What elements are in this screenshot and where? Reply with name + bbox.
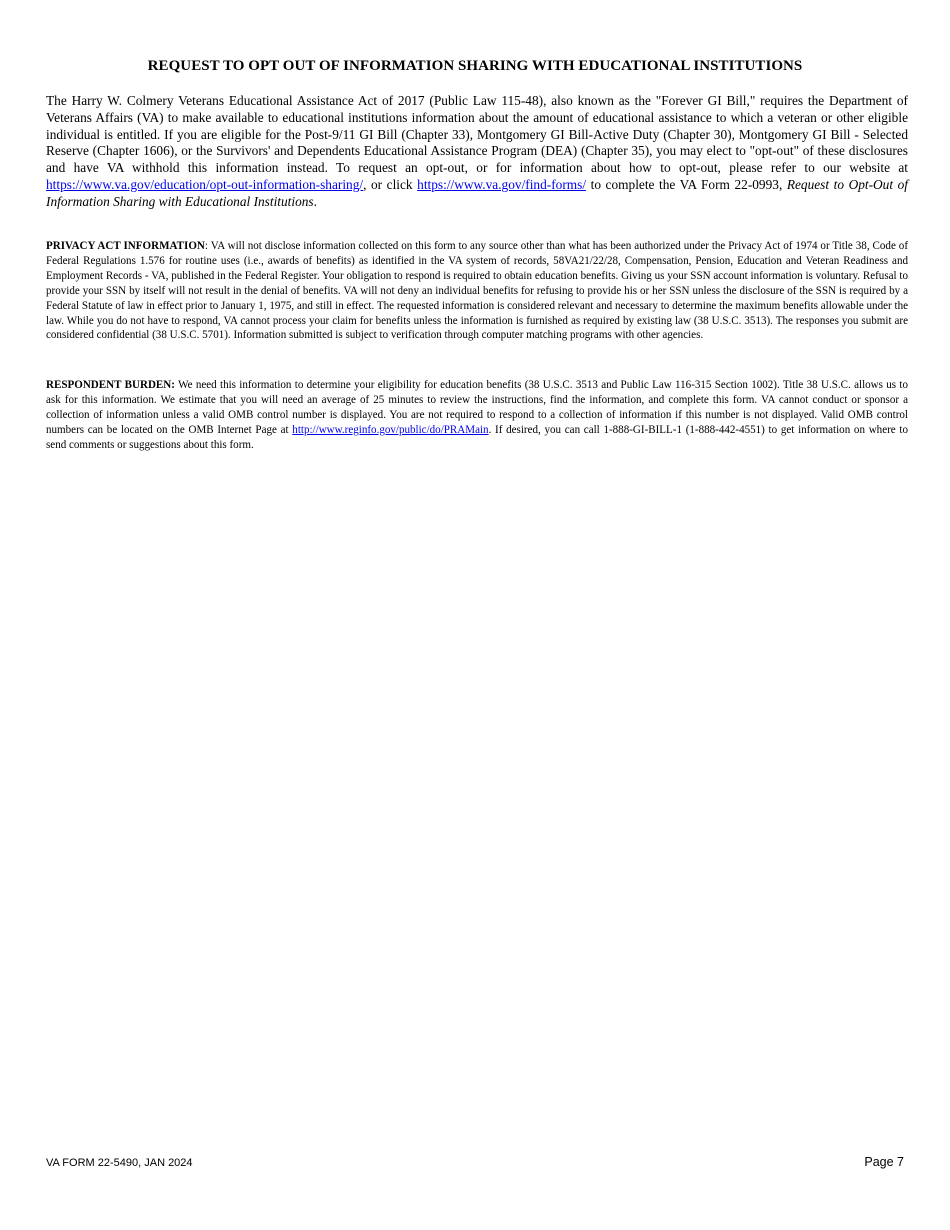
form-title-reference: Request to Opt-Out of Information Sharing with Educational Institutions xyxy=(46,176,908,209)
respondent-burden-paragraph xyxy=(46,378,908,453)
intro-text: to complete the VA Form 22-0993, xyxy=(586,176,787,192)
privacy-act-heading: PRIVACY ACT INFORMATION xyxy=(46,240,205,252)
opt-out-info-link[interactable]: https://www.va.gov/education/opt-out-information-sharing/ xyxy=(46,176,364,192)
intro-text: , or click xyxy=(363,176,418,192)
find-forms-link[interactable]: https://www.va.gov/find-forms/ xyxy=(417,176,587,192)
respondent-burden-text: We need this information to determine your eligibility for education benefits (38 U.S.C. 3513 and Public Law 116-315 Section 1002). Title 38 U.S.C. allows us to ask for this information. We estimate that you will need an average of 25 minutes to review the instructions, find the information, and complete this form. VA cannot conduct or sponsor a collection of information unless a valid OMB control number is displayed. You are not required to respond to a collection of information if this number is not displayed. Valid OMB control numbers can be located on the OMB Internet Page at xyxy=(46,379,909,436)
omb-pra-link[interactable]: http://www.reginfo.gov/public/do/PRAMain xyxy=(292,423,489,436)
intro-text: . xyxy=(313,193,317,209)
page-title: REQUEST TO OPT OUT OF INFORMATION SHARING WITH EDUCATIONAL INSTITUTIONS xyxy=(147,58,803,74)
respondent-burden-heading: RESPONDENT BURDEN: xyxy=(46,379,175,391)
privacy-act-text: : VA will not disclose information collected on this form to any source other than what has been authorized under the Privacy Act of 1974 or Title 38, Code of Federal Regulations 1.576 for routine uses (i.e., awards of benefits) as identified in the VA system of records, 58VA21/22/28, Compensation, Pension, Education and Veteran Readiness and Employment Records - VA, published in the Federal Register. Your obligation to respond is required to obtain education benefits. Giving us your SSN account information is voluntary. Refusal to provide your SSN by itself will not result in the denial of benefits. VA will not deny an individual benefits for refusing to provide his or her SSN unless the disclosure of the SSN is required by a Federal Statute of law in effect prior to January 1, 1975, and still in effect. The requested information is considered relevant and necessary to determine the maximum benefits allowable under the law. While you do not have to respond, VA cannot process your claim for benefits unless the information is furnished as required by existing law (38 U.S.C. 3513). The responses you submit are considered confidential (38 U.S.C. 5701). Information submitted is subject to verification through computer matching programs with other agencies. xyxy=(46,240,908,342)
form-id: VA FORM 22-5490, JAN 2024 xyxy=(46,1157,193,1169)
intro-text: The Harry W. Colmery Veterans Educational Assistance Act of 2017 (Public Law 115-48), also known as the "Forever GI Bill," requires the Department of Veterans Affairs (VA) to make available to educational institutions information about the amount of educational assistance to which a veteran or other eligible individual is entitled. If you are eligible for the Post-9/11 GI Bill (Chapter 33), Montgomery GI Bill-Active Duty (Chapter 30), Montgomery GI Bill - Selected Reserve (Chapter 1606), or the Survivors' and Dependents Educational Assistance Program (DEA) (Chapter 35), you may elect to "opt-out" of these disclosures and have VA withhold this information instead. To request an opt-out, or for information about how to opt-out, please refer to our website at xyxy=(46,93,908,176)
page-number: Page 7 xyxy=(864,1155,904,1169)
intro-paragraph xyxy=(46,93,908,211)
respondent-burden-text: . If desired, you can call 1-888-GI-BILL-1 (1-888-442-4551) to get information on where to send comments or suggestions about this form. xyxy=(46,423,908,451)
privacy-act-paragraph xyxy=(46,239,908,343)
